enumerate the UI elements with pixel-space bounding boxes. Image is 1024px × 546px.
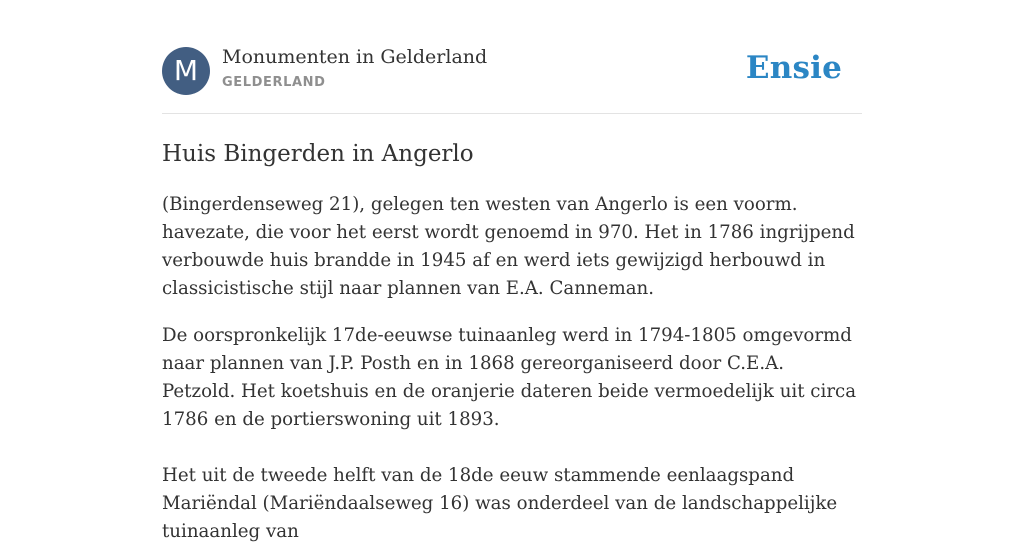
page: [162, 0, 862, 546]
site-title[interactable]: Monumenten in Gelderland: [222, 46, 488, 68]
article-paragraph-3: Het uit de tweede helft van de 18de eeuw stammende eenlaagspand Mariëndal (Mariëndaalseweg 16) was onderdeel van de landschappelijke tuinaanleg van: [162, 465, 838, 542]
site-header: [162, 0, 862, 114]
article-title: Huis Bingerden in Angerlo: [162, 141, 474, 167]
brand-logo[interactable]: Ensie: [745, 50, 842, 86]
article-paragraph-1: (Bingerdenseweg 21), gelegen ten westen van Angerlo is een voorm. havezate, die voor het eerst wordt genoemd in 970. Het in 1786 ingrijpend verbouwde huis brandde in 1945 af en werd iets gewijzigd herbouwd in classicistische stijl naar plannen van E.A. Canneman.: [162, 194, 855, 299]
article-paragraph-2: De oorspronkelijk 17de-eeuwse tuinaanleg werd in 1794-1805 omgevormd naar plannen van J.P. Posth en in 1868 gereorganiseerd door C.E.A. Petzold. Het koetshuis en de oranjerie dateren beide vermoedelijk uit circa 1786 en de portierswoning uit 1893.: [162, 325, 857, 430]
avatar[interactable]: M: [162, 47, 210, 95]
site-subtitle[interactable]: GELDERLAND: [222, 75, 326, 90]
